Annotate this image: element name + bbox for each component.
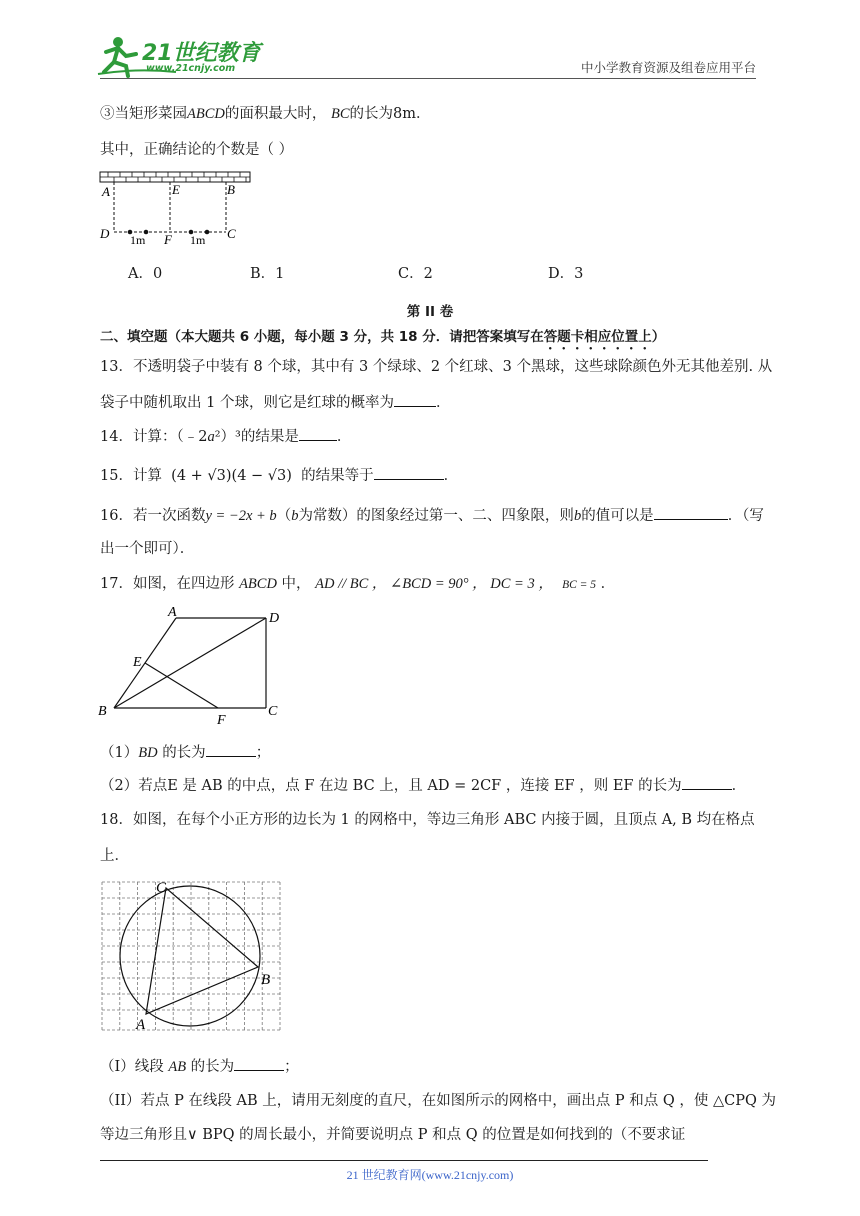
q17-label-b: B: [98, 704, 107, 719]
q14-end: ．: [336, 429, 352, 445]
q17-label-e: E: [133, 655, 142, 670]
q17-bc: BC = 5: [562, 579, 597, 591]
q12-garden-figure: [96, 168, 256, 248]
q12-label-a: A: [102, 184, 110, 199]
q15-end: ．: [443, 468, 459, 484]
q13-end: ．: [435, 395, 451, 411]
q18-sub2-line1: （II）若点 P 在线段 AB 上，请用无刻度的直尺，在如图所示的网格中，画出点 P 和点 Q ，使 △CPQ 为: [100, 1093, 776, 1109]
q18-sub2-line2: 等边三角形且∨ BPQ 的周长最小，并简要说明点 P 和点 Q 的位置是如何找到的（不要求证: [100, 1127, 686, 1143]
q16-pre: 16．若一次函数: [100, 508, 206, 524]
q17-mid: 中，: [281, 576, 311, 592]
section-heading-end: ）: [651, 329, 666, 345]
q12-bc: BC: [330, 106, 350, 122]
q17-sub2-answer-blank[interactable]: [682, 775, 732, 790]
q12-prompt: 其中，正确结论的个数是（ ）: [100, 142, 294, 158]
q12-option-a[interactable]: A．0: [128, 266, 163, 282]
q17-sub1-mid: 的长为: [162, 745, 206, 761]
logo-url: www.21cnjy.com: [146, 63, 236, 74]
q12-option-c[interactable]: C．2: [398, 266, 433, 282]
q17-abcd: ABCD: [239, 576, 277, 592]
q17-label-a: A: [168, 605, 177, 620]
q18-label-b: B: [261, 972, 271, 988]
q16-var-b2: b: [573, 508, 582, 524]
q13-line2: [100, 392, 450, 413]
q16-mid: （: [276, 508, 292, 524]
section-heading-text: 二、填空题（本大题共 6 小题，每小题 3 分，共 18 分．请把答案填写在: [100, 329, 544, 345]
q16-answer-blank[interactable]: [654, 505, 728, 520]
q17-sub1-pre: （1）: [100, 745, 139, 761]
q17-bd: BD: [138, 745, 158, 761]
q18-label-c: C: [156, 880, 167, 896]
q16-line2: 出一个即可）．: [100, 541, 195, 557]
q14-post: ²）³的结果是: [214, 429, 299, 445]
q17-label-d: D: [269, 611, 280, 626]
q12-item3-end: 的长为8m．: [349, 106, 431, 122]
footer-link[interactable]: 21 世纪教育网(www.21cnjy.com): [346, 1168, 514, 1182]
q18-grid-circle-figure: [98, 878, 284, 1034]
q17-label-c: C: [268, 704, 278, 719]
q14-pre: 14．计算：（﹣2: [100, 429, 208, 445]
q12-label-e: E: [172, 182, 180, 197]
q17-sub2-text: E 是 AB 的中点，点 F 在边 BC 上，且 AD = 2CF ，连接 EF ，则 EF 的长为: [167, 778, 682, 794]
q17-sub1-end: ；: [255, 745, 271, 761]
q12-option-d[interactable]: D．3: [548, 266, 584, 282]
q18-line1: 18．如图，在每个小正方形的边长为 1 的网格中，等边三角形 ABC 内接于圆，且顶点 A, B 均在格点: [100, 812, 755, 828]
q17-sub2-pre: （2）若点: [100, 778, 168, 794]
q16-mid3: 的值可以是: [581, 508, 654, 524]
q17-end: ．: [600, 576, 616, 592]
q12-item3-mid: 的面积最大时，: [224, 106, 327, 122]
q15-expression: (4 + √3)(4 − √3): [171, 468, 292, 484]
q12-label-b: B: [227, 182, 235, 197]
q14-answer-blank[interactable]: [299, 426, 337, 441]
q17-conditions: AD // BC ， ∠BCD = 90° ， DC = 3 ，: [315, 576, 553, 592]
q15: [100, 465, 458, 486]
q16-end: ．（写: [727, 508, 764, 524]
q18-sub1-answer-blank[interactable]: [234, 1056, 284, 1071]
q15-answer-blank[interactable]: [374, 465, 444, 480]
q17-sub1-answer-blank[interactable]: [206, 742, 256, 757]
q12-label-d: D: [100, 226, 110, 241]
logo-title: 21世纪教育: [142, 41, 261, 66]
q17-quadrilateral-figure: [96, 602, 292, 728]
q12-abcd: ABCD: [187, 106, 225, 122]
q13-line1: 13．不透明袋子中装有 8 个球，其中有 3 个绿球、2 个红球、3 个黑球，这些球除颜色外无其他差别. 从: [100, 359, 773, 375]
q12-label-1m-left: 1m: [130, 233, 146, 247]
q18-sub1-end: ；: [284, 1059, 299, 1075]
section-heading: [100, 327, 665, 353]
q17-sub1: [100, 742, 270, 763]
q18-label-a: A: [136, 1017, 146, 1033]
q17-sub2: [100, 775, 746, 796]
q17-stem: [100, 574, 615, 595]
section-heading-emphasis: 答题卡相应位置上: [543, 329, 652, 345]
q18-sub1: [100, 1056, 299, 1077]
header-divider: [100, 78, 756, 79]
q14: [100, 426, 351, 447]
q13-answer-blank[interactable]: [394, 392, 436, 407]
q12-option-b[interactable]: B．1: [250, 266, 285, 282]
q17-sub2-end: ．: [731, 778, 747, 794]
q16-function: y = −2x + b: [205, 508, 277, 524]
site-logo[interactable]: [96, 34, 266, 78]
q12-label-1m-right: 1m: [190, 233, 206, 247]
q13-text: 袋子中随机取出 1 个球，则它是红球的概率为: [100, 395, 394, 411]
header-platform-text: 中小学教育资源及组卷应用平台: [580, 60, 756, 75]
q18-line2: 上．: [100, 848, 129, 864]
q15-post: 的结果等于: [301, 468, 374, 484]
q12-item3-text: ③当矩形菜园: [100, 106, 187, 122]
q17-label-f: F: [217, 713, 226, 728]
q17-pre: 17．如图，在四边形: [100, 576, 235, 592]
q15-pre: 15．计算: [100, 468, 162, 484]
q18-sub1-mid: 的长为: [190, 1059, 235, 1075]
volume-title: 第 II 卷: [406, 304, 454, 320]
q16-var-b: b: [291, 508, 299, 524]
footer-divider: [100, 1160, 708, 1161]
q18-ab: AB: [168, 1059, 187, 1075]
q12-item3: [100, 104, 430, 124]
q16-line1: [100, 505, 764, 526]
q12-label-f: F: [164, 232, 172, 247]
q12-label-c: C: [227, 226, 236, 241]
q16-mid2: 为常数）的图象经过第一、二、四象限，则: [298, 508, 574, 524]
q14-var-a: a: [207, 429, 215, 445]
q18-sub1-pre: （I）线段: [100, 1059, 164, 1075]
